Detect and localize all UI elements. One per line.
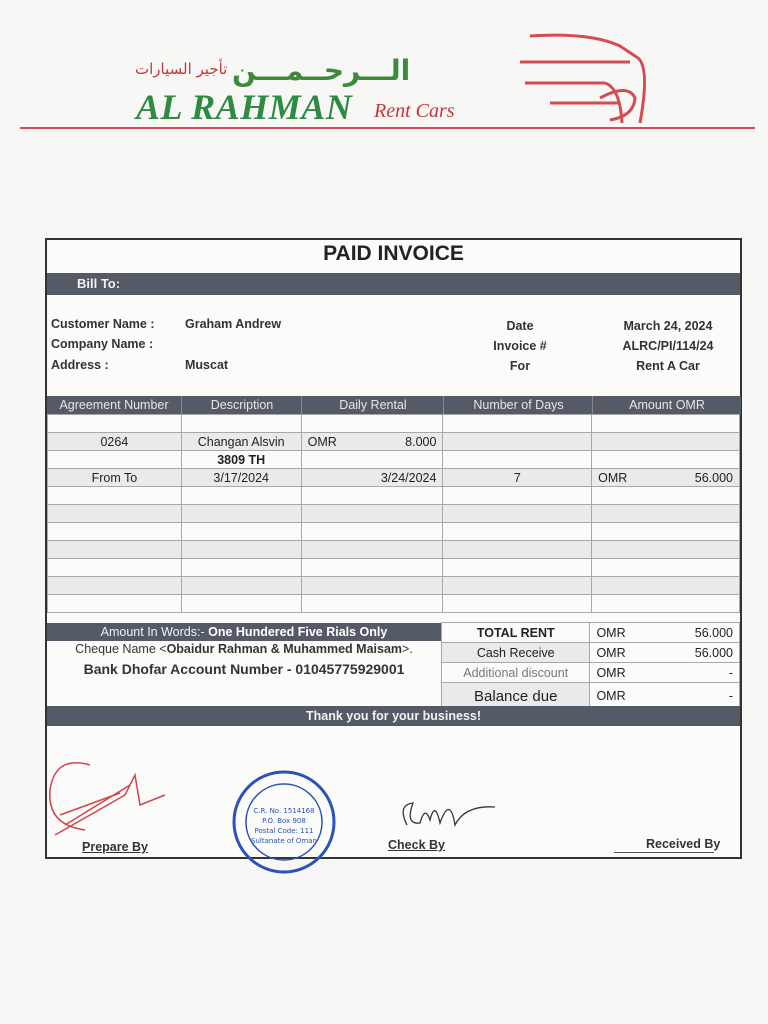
brand-arabic-name: الـــرحــمـــن xyxy=(232,54,411,87)
customer-name-label: Customer Name : xyxy=(51,317,155,331)
table-row xyxy=(48,559,740,577)
check-by-label: Check By xyxy=(388,838,445,852)
table-row xyxy=(48,469,740,487)
stamp-cr-number: C.R. No. 1514168 xyxy=(253,807,315,815)
from-date: 3/17/2024 xyxy=(181,469,301,487)
car-logo-icon xyxy=(510,28,760,133)
agreement-number: 0264 xyxy=(48,433,182,451)
invoice-number-value: ALRC/PI/114/24 xyxy=(622,339,714,353)
received-line xyxy=(614,852,714,853)
table-row xyxy=(48,577,740,595)
table-row xyxy=(48,505,740,523)
total-rent-label: TOTAL RENT xyxy=(442,623,590,643)
address-value: Muscat xyxy=(185,358,229,372)
table-row xyxy=(48,595,740,613)
cash-receive-label: Cash Receive xyxy=(442,643,590,663)
to-date: 3/24/2024 xyxy=(301,469,443,487)
amount-in-words-value: One Hundered Five Rials Only xyxy=(208,625,388,639)
balance-due-label: Balance due xyxy=(442,683,590,710)
stamp-country: Sultanate of Oman xyxy=(251,837,317,845)
invoice-title: PAID INVOICE xyxy=(323,242,464,265)
col-number-of-days: Number of Days xyxy=(443,396,593,414)
discount-label: Additional discount xyxy=(442,663,590,683)
cash-receive-row xyxy=(442,643,740,663)
invoice-number-label: Invoice # xyxy=(493,339,547,353)
amount-in-words-label: Amount In Words:- xyxy=(100,625,205,639)
total-rent-row xyxy=(442,623,740,643)
prepare-by-label: Prepare By xyxy=(82,840,149,854)
brand-name: AL RAHMAN xyxy=(136,87,353,127)
col-daily-rental: Daily Rental xyxy=(301,396,444,414)
col-description: Description xyxy=(181,396,302,414)
table-row xyxy=(48,433,740,451)
col-amount-omr: Amount OMR xyxy=(592,396,741,414)
bill-to-label: Bill To: xyxy=(77,276,121,291)
cash-receive-value: 56.000 xyxy=(694,645,733,660)
date-label: Date xyxy=(506,319,534,333)
amount-value: 56.000 xyxy=(694,470,733,485)
totals-table xyxy=(441,622,740,710)
balance-due-currency: OMR xyxy=(596,689,626,703)
for-value: Rent A Car xyxy=(636,359,700,373)
cheque-prefix: Cheque Name < xyxy=(75,642,167,656)
date-value: March 24, 2024 xyxy=(623,319,713,333)
discount-currency: OMR xyxy=(596,665,626,680)
address-label: Address : xyxy=(51,358,109,372)
cheque-name: Obaidur Rahman & Muhammed Maisam xyxy=(166,642,403,656)
cash-receive-currency: OMR xyxy=(596,645,626,660)
col-agreement-number: Agreement Number xyxy=(47,396,181,414)
company-name-label: Company Name : xyxy=(51,337,154,351)
total-rent-currency: OMR xyxy=(596,625,626,640)
table-row xyxy=(48,415,740,433)
bank-account: Bank Dhofar Account Number - 01045775929001 xyxy=(83,661,405,677)
stamp-po-box: P.O. Box 908 xyxy=(262,817,306,825)
car-model: Changan Alsvin xyxy=(181,433,301,451)
amount-currency: OMR xyxy=(598,470,628,485)
for-label: For xyxy=(509,359,531,373)
balance-due-value: - xyxy=(728,689,733,703)
number-of-days: 7 xyxy=(443,469,592,487)
bill-to-bar xyxy=(47,273,740,295)
prepare-signature-icon xyxy=(45,755,175,845)
table-row xyxy=(48,451,740,469)
cheque-suffix: >. xyxy=(402,642,413,656)
table-row xyxy=(48,487,740,505)
table-row xyxy=(48,541,740,559)
company-stamp-icon xyxy=(230,768,338,876)
from-to-label: From To xyxy=(48,469,182,487)
car-plate: 3809 TH xyxy=(181,451,301,469)
check-signature-icon xyxy=(395,795,505,840)
stamp-postal-code: Postal Code: 111 xyxy=(254,827,314,835)
cheque-name-line xyxy=(47,642,441,656)
discount-value: - xyxy=(728,665,733,680)
thank-you-bar: Thank you for your business! xyxy=(47,706,740,726)
customer-name-value: Graham Andrew xyxy=(185,317,282,331)
received-by-label: Received By xyxy=(646,837,721,851)
total-rent-value: 56.000 xyxy=(694,625,733,640)
brand-arabic-subtitle: تأجير السيارات xyxy=(135,60,228,78)
table-row xyxy=(48,523,740,541)
daily-currency: OMR xyxy=(307,434,337,449)
daily-amount: 8.000 xyxy=(405,434,437,449)
amount-in-words-bar xyxy=(47,623,441,641)
discount-row xyxy=(442,663,740,683)
line-items-table xyxy=(47,414,740,613)
brand-subtitle: Rent Cars xyxy=(374,100,455,122)
